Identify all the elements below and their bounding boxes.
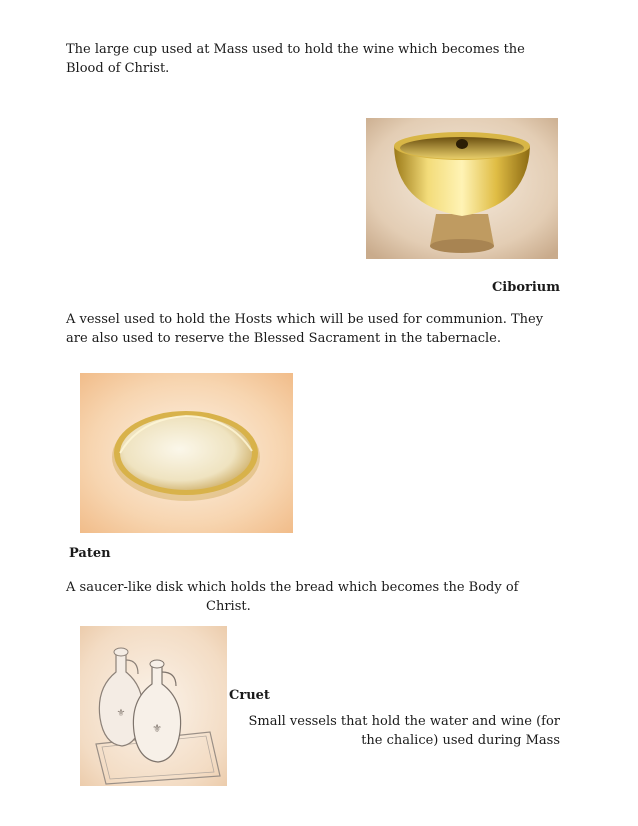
paten-description <box>66 578 566 616</box>
ciborium-image <box>366 118 558 259</box>
cruet-caption: Cruet <box>229 688 270 703</box>
cruet-description-line-1: Small vessels that hold the water and wine (for <box>248 714 560 729</box>
chalice-description: The large cup used at Mass used to hold the wine which becomes the Blood of Christ. <box>66 42 525 76</box>
cruet-description-line-2: the chalice) used during Mass <box>361 733 560 748</box>
paten-description-line-2: Christ. <box>206 599 251 614</box>
paten-caption: Paten <box>69 546 111 561</box>
paten-image <box>80 373 293 533</box>
paten-description-line-1: A saucer-like disk which holds the bread which becomes the Body of <box>66 580 519 595</box>
ciborium-caption: Ciborium <box>491 280 560 295</box>
svg-text:⚜: ⚜ <box>152 722 162 735</box>
svg-text:⚜: ⚜ <box>116 708 126 719</box>
ciborium-description: A vessel used to hold the Hosts which will be used for communion. They are also used to reserve the Blessed Sacrament in the tabernacle. <box>66 312 544 346</box>
cruet-description <box>230 712 560 750</box>
cruet-image <box>80 626 227 786</box>
